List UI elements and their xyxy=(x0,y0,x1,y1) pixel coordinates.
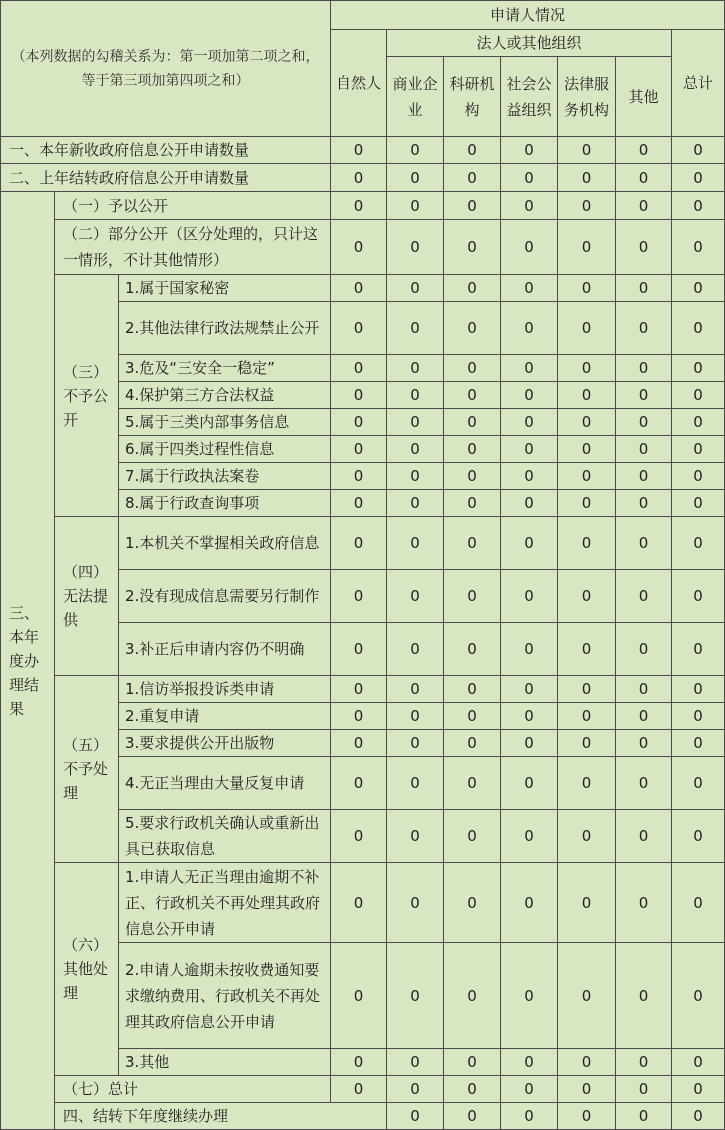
value-cell: 0 xyxy=(331,1049,387,1076)
value-cell: 0 xyxy=(387,570,444,623)
value-cell: 0 xyxy=(616,1103,672,1130)
row-label: 1.本机关不掌握相关政府信息 xyxy=(119,517,331,570)
value-cell: 0 xyxy=(616,490,672,517)
row-label: 一、本年新收政府信息公开申请数量 xyxy=(1,137,331,164)
row-label: 5.要求行政机关确认或重新出具已获取信息 xyxy=(119,810,331,863)
value-cell: 0 xyxy=(444,810,501,863)
value-cell: 0 xyxy=(331,517,387,570)
table-row xyxy=(1,863,725,943)
value-cell: 0 xyxy=(558,355,616,382)
value-cell: 0 xyxy=(331,676,387,703)
value-cell: 0 xyxy=(387,703,444,730)
value-cell: 0 xyxy=(444,757,501,810)
value-cell: 0 xyxy=(558,517,616,570)
value-cell: 0 xyxy=(672,409,725,436)
value-cell: 0 xyxy=(558,137,616,164)
value-cell: 0 xyxy=(558,275,616,302)
value-cell: 0 xyxy=(616,757,672,810)
value-cell: 0 xyxy=(672,1103,725,1130)
value-cell: 0 xyxy=(616,623,672,676)
value-cell: 0 xyxy=(558,863,616,943)
value-cell: 0 xyxy=(387,302,444,355)
value-cell: 0 xyxy=(672,943,725,1049)
table-row xyxy=(1,164,725,192)
value-cell: 0 xyxy=(444,730,501,757)
table-row xyxy=(1,1103,725,1130)
value-cell: 0 xyxy=(672,623,725,676)
value-cell: 0 xyxy=(558,409,616,436)
table-row xyxy=(1,676,725,703)
value-cell: 0 xyxy=(501,220,558,275)
value-cell: 0 xyxy=(331,863,387,943)
header-other: 其他 xyxy=(616,57,672,137)
value-cell: 0 xyxy=(672,382,725,409)
value-cell: 0 xyxy=(672,570,725,623)
value-cell: 0 xyxy=(616,943,672,1049)
value-cell: 0 xyxy=(444,355,501,382)
value-cell: 0 xyxy=(387,1103,444,1130)
value-cell: 0 xyxy=(331,1076,387,1103)
value-cell: 0 xyxy=(387,490,444,517)
value-cell: 0 xyxy=(331,220,387,275)
row-label: 1.申请人无正当理由逾期不补正、行政机关不再处理其政府信息公开申请 xyxy=(119,863,331,943)
value-cell: 0 xyxy=(616,730,672,757)
value-cell: 0 xyxy=(444,676,501,703)
value-cell: 0 xyxy=(444,192,501,220)
value-cell: 0 xyxy=(616,355,672,382)
value-cell: 0 xyxy=(558,676,616,703)
value-cell: 0 xyxy=(387,409,444,436)
value-cell: 0 xyxy=(558,703,616,730)
value-cell: 0 xyxy=(501,730,558,757)
row-label: 2.申请人逾期未按收费通知要求缴纳费用、行政机关不再处理其政府信息公开申请 xyxy=(119,943,331,1049)
note-cell: （本列数据的勾稽关系为：第一项加第二项之和，等于第三项加第四项之和） xyxy=(1,1,331,137)
row-label: 3.其他 xyxy=(119,1049,331,1076)
value-cell: 0 xyxy=(558,490,616,517)
value-cell: 0 xyxy=(501,570,558,623)
table-row xyxy=(1,137,725,164)
value-cell: 0 xyxy=(672,703,725,730)
value-cell: 0 xyxy=(501,623,558,676)
value-cell: 0 xyxy=(444,943,501,1049)
value-cell: 0 xyxy=(501,192,558,220)
row-label: 2.重复申请 xyxy=(119,703,331,730)
value-cell: 0 xyxy=(558,436,616,463)
value-cell: 0 xyxy=(331,302,387,355)
row-label: 5.属于三类内部事务信息 xyxy=(119,409,331,436)
value-cell: 0 xyxy=(672,757,725,810)
row-label: 3.要求提供公开出版物 xyxy=(119,730,331,757)
value-cell: 0 xyxy=(331,409,387,436)
value-cell: 0 xyxy=(672,355,725,382)
value-cell: 0 xyxy=(331,137,387,164)
value-cell: 0 xyxy=(558,382,616,409)
value-cell: 0 xyxy=(387,275,444,302)
value-cell: 0 xyxy=(501,1103,558,1130)
value-cell: 0 xyxy=(616,302,672,355)
value-cell: 0 xyxy=(501,275,558,302)
value-cell: 0 xyxy=(616,382,672,409)
row-label: 4.无正当理由大量反复申请 xyxy=(119,757,331,810)
value-cell: 0 xyxy=(387,757,444,810)
value-cell: 0 xyxy=(387,382,444,409)
value-cell: 0 xyxy=(444,302,501,355)
row-label: 2.没有现成信息需要另行制作 xyxy=(119,570,331,623)
row-label: 4.保护第三方合法权益 xyxy=(119,382,331,409)
header-total: 总计 xyxy=(672,30,725,137)
group-5-label: （五）不予处理 xyxy=(55,676,119,863)
value-cell: 0 xyxy=(387,943,444,1049)
value-cell: 0 xyxy=(387,676,444,703)
table-row xyxy=(1,517,725,570)
value-cell: 0 xyxy=(672,463,725,490)
value-cell: 0 xyxy=(387,730,444,757)
value-cell: 0 xyxy=(558,463,616,490)
value-cell: 0 xyxy=(387,517,444,570)
value-cell: 0 xyxy=(558,570,616,623)
value-cell: 0 xyxy=(616,1049,672,1076)
row-label: （一）予以公开 xyxy=(55,192,331,220)
row-label: 3.补正后申请内容仍不明确 xyxy=(119,623,331,676)
value-cell: 0 xyxy=(501,302,558,355)
row-label: （二）部分公开（区分处理的，只计这一情形，不计其他情形） xyxy=(55,220,331,275)
table-row xyxy=(1,220,725,275)
value-cell: 0 xyxy=(501,164,558,192)
value-cell: 0 xyxy=(558,1103,616,1130)
value-cell: 0 xyxy=(501,355,558,382)
value-cell: 0 xyxy=(672,517,725,570)
table-row xyxy=(1,1076,725,1103)
value-cell: 0 xyxy=(331,355,387,382)
value-cell: 0 xyxy=(387,192,444,220)
report-body xyxy=(1,1,725,1130)
value-cell: 0 xyxy=(501,757,558,810)
value-cell: 0 xyxy=(387,355,444,382)
value-cell: 0 xyxy=(444,137,501,164)
value-cell: 0 xyxy=(444,463,501,490)
value-cell: 0 xyxy=(616,810,672,863)
value-cell: 0 xyxy=(331,703,387,730)
value-cell: 0 xyxy=(558,1049,616,1076)
value-cell: 0 xyxy=(558,1076,616,1103)
value-cell: 0 xyxy=(444,1076,501,1103)
value-cell: 0 xyxy=(501,463,558,490)
value-cell: 0 xyxy=(501,382,558,409)
row-label: 二、上年结转政府信息公开申请数量 xyxy=(1,164,331,192)
value-cell: 0 xyxy=(444,570,501,623)
value-cell: 0 xyxy=(331,570,387,623)
value-cell: 0 xyxy=(558,810,616,863)
value-cell: 0 xyxy=(444,275,501,302)
value-cell: 0 xyxy=(444,164,501,192)
value-cell: 0 xyxy=(331,436,387,463)
value-cell: 0 xyxy=(672,137,725,164)
group-6-label: （六）其他处理 xyxy=(55,863,119,1076)
header-research: 科研机构 xyxy=(444,57,501,137)
group-3-label: （三）不予公开 xyxy=(55,275,119,517)
value-cell: 0 xyxy=(387,463,444,490)
header-legal-service: 法律服务机构 xyxy=(558,57,616,137)
value-cell: 0 xyxy=(501,863,558,943)
value-cell: 0 xyxy=(558,943,616,1049)
value-cell: 0 xyxy=(331,810,387,863)
value-cell: 0 xyxy=(616,409,672,436)
value-cell: 0 xyxy=(558,757,616,810)
value-cell: 0 xyxy=(331,623,387,676)
value-cell: 0 xyxy=(444,220,501,275)
value-cell: 0 xyxy=(501,490,558,517)
value-cell: 0 xyxy=(616,1076,672,1103)
value-cell: 0 xyxy=(616,703,672,730)
value-cell: 0 xyxy=(672,1049,725,1076)
value-cell: 0 xyxy=(616,463,672,490)
value-cell: 0 xyxy=(444,863,501,943)
value-cell: 0 xyxy=(558,730,616,757)
value-cell: 0 xyxy=(501,517,558,570)
value-cell: 0 xyxy=(387,164,444,192)
value-cell: 0 xyxy=(558,192,616,220)
header-natural-person: 自然人 xyxy=(331,30,387,137)
value-cell: 0 xyxy=(387,137,444,164)
value-cell: 0 xyxy=(672,863,725,943)
value-cell: 0 xyxy=(331,275,387,302)
value-cell: 0 xyxy=(672,275,725,302)
value-cell: 0 xyxy=(558,220,616,275)
value-cell: 0 xyxy=(444,1049,501,1076)
value-cell: 0 xyxy=(387,810,444,863)
table-row xyxy=(1,192,725,220)
value-cell: 0 xyxy=(616,863,672,943)
value-cell: 0 xyxy=(616,275,672,302)
value-cell: 0 xyxy=(616,676,672,703)
value-cell: 0 xyxy=(558,623,616,676)
value-cell: 0 xyxy=(672,436,725,463)
value-cell: 0 xyxy=(672,490,725,517)
value-cell: 0 xyxy=(672,302,725,355)
row-label: 四、结转下年度继续办理 xyxy=(55,1103,387,1130)
header-applicant: 申请人情况 xyxy=(331,1,725,30)
value-cell: 0 xyxy=(444,623,501,676)
row-label: 1.属于国家秘密 xyxy=(119,275,331,302)
row-label: 7.属于行政执法案卷 xyxy=(119,463,331,490)
value-cell: 0 xyxy=(558,302,616,355)
value-cell: 0 xyxy=(444,382,501,409)
value-cell: 0 xyxy=(387,436,444,463)
value-cell: 0 xyxy=(331,382,387,409)
row-label: 8.属于行政查询事项 xyxy=(119,490,331,517)
row-label: 1.信访举报投诉类申请 xyxy=(119,676,331,703)
value-cell: 0 xyxy=(616,137,672,164)
value-cell: 0 xyxy=(331,490,387,517)
value-cell: 0 xyxy=(672,1076,725,1103)
value-cell: 0 xyxy=(444,517,501,570)
value-cell: 0 xyxy=(387,863,444,943)
value-cell: 0 xyxy=(331,757,387,810)
value-cell: 0 xyxy=(558,164,616,192)
value-cell: 0 xyxy=(331,164,387,192)
value-cell: 0 xyxy=(331,463,387,490)
value-cell: 0 xyxy=(501,943,558,1049)
value-cell: 0 xyxy=(501,409,558,436)
value-cell: 0 xyxy=(501,703,558,730)
table-row xyxy=(1,275,725,302)
value-cell: 0 xyxy=(672,676,725,703)
value-cell: 0 xyxy=(387,1049,444,1076)
header-commercial: 商业企业 xyxy=(387,57,444,137)
row-label: 3.危及“三安全一稳定” xyxy=(119,355,331,382)
group-4-label: （四）无法提供 xyxy=(55,517,119,676)
row-label: 6.属于四类过程性信息 xyxy=(119,436,331,463)
value-cell: 0 xyxy=(444,490,501,517)
value-cell: 0 xyxy=(331,730,387,757)
value-cell: 0 xyxy=(616,436,672,463)
value-cell: 0 xyxy=(672,730,725,757)
value-cell: 0 xyxy=(616,164,672,192)
value-cell: 0 xyxy=(672,192,725,220)
value-cell: 0 xyxy=(616,192,672,220)
value-cell: 0 xyxy=(672,810,725,863)
value-cell: 0 xyxy=(501,137,558,164)
value-cell: 0 xyxy=(331,943,387,1049)
value-cell: 0 xyxy=(616,517,672,570)
value-cell: 0 xyxy=(501,676,558,703)
value-cell: 0 xyxy=(501,436,558,463)
value-cell: 0 xyxy=(501,810,558,863)
row-label: （七）总计 xyxy=(55,1076,331,1103)
value-cell: 0 xyxy=(387,623,444,676)
header-legal-group: 法人或其他组织 xyxy=(387,30,672,57)
value-cell: 0 xyxy=(444,409,501,436)
value-cell: 0 xyxy=(444,1103,501,1130)
row-label: 2.其他法律行政法规禁止公开 xyxy=(119,302,331,355)
value-cell: 0 xyxy=(387,220,444,275)
value-cell: 0 xyxy=(444,436,501,463)
section-3-label: 三、本年度办理结果 xyxy=(1,192,55,1130)
value-cell: 0 xyxy=(501,1049,558,1076)
value-cell: 0 xyxy=(444,703,501,730)
value-cell: 0 xyxy=(331,192,387,220)
value-cell: 0 xyxy=(616,570,672,623)
value-cell: 0 xyxy=(501,1076,558,1103)
value-cell: 0 xyxy=(387,1076,444,1103)
value-cell: 0 xyxy=(672,220,725,275)
value-cell: 0 xyxy=(672,164,725,192)
header-social: 社会公益组织 xyxy=(501,57,558,137)
value-cell: 0 xyxy=(616,220,672,275)
